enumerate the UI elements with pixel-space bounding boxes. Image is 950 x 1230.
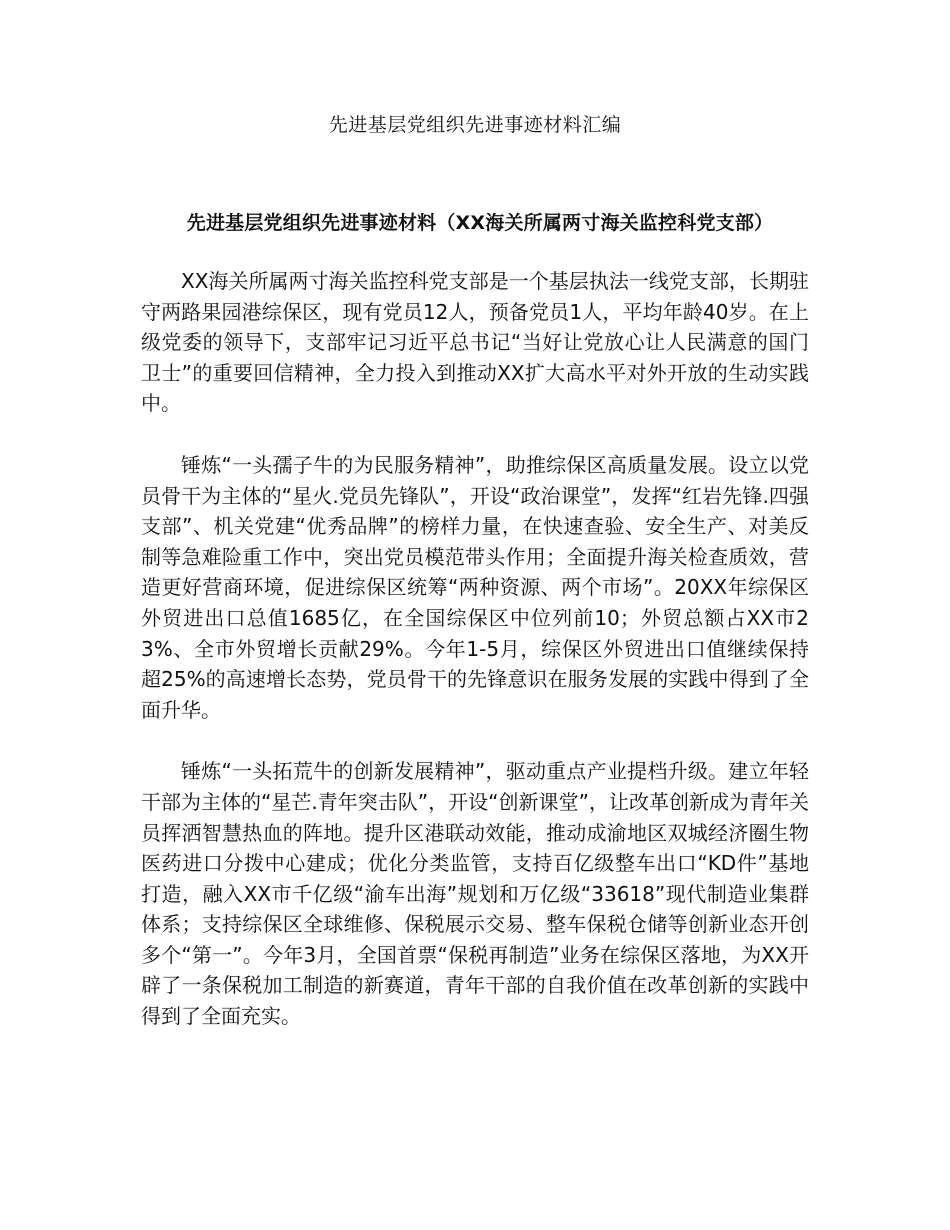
paragraph-intro: XX海关所属两寸海关监控科党支部是一个基层执法一线党支部，长期驻守两路果园港综保区，现有党员12人，预备党员1人，平均年龄40岁。在上级党委的领导下，支部牢记习近平总书记“当好让党放心让人民满意的国门卫士”的重要回信精神，全力投入到推动XX扩大高水平对外开放的生动实践中。: [141, 269, 809, 416]
section-title: 先进基层党组织先进事迹材料（XX海关所属两寸海关监控科党支部）: [186, 212, 774, 234]
document-title: 先进基层党组织先进事迹材料汇编: [328, 114, 622, 136]
paragraph-service-spirit: 锤炼“一头孺子牛的为民服务精神”，助推综保区高质量发展。设立以党员骨干为主体的“星火.党员先锋队”，开设“政治课堂”，发挥“红岩先锋.四强支部”、机关党建“优秀品牌”的榜样力量，在快速查验、安全生产、对美反制等急难险重工作中，突出党员模范带头作用；全面提升海关检查质效，营造更好营商环境，促进综保区统筹“两种资源、两个市场”。20XX年综保区外贸进出口总值1685亿，在全国综保区中位列前10；外贸总额占XX市23%、全市外贸增长贡献29%。今年1-5月，综保区外贸进出口值继续保持超25%的高速增长态势，党员骨干的先锋意识在服务发展的实践中得到了全面升华。: [141, 452, 809, 722]
paragraph-innovation-spirit: 锤炼“一头拓荒牛的创新发展精神”，驱动重点产业提档升级。建立年轻干部为主体的“星芒.青年突击队”，开设“创新课堂”，让改革创新成为青年关员挥洒智慧热血的阵地。提升区港联动效能，推动成渝地区双城经济圈生物医药进口分拨中心建成；优化分类监管，支持百亿级整车出口“KD件”基地打造，融入XX市千亿级“渝车出海”规划和万亿级“33618”现代制造业集群体系；支持综保区全球维修、保税展示交易、整车保税仓储等创新业态开创多个“第一”。今年3月，全国首票“保税再制造”业务在综保区落地，为XX开辟了一条保税加工制造的新赛道，青年干部的自我价值在改革创新的实践中得到了全面充实。: [141, 759, 809, 1029]
document-body: [141, 266, 809, 1063]
